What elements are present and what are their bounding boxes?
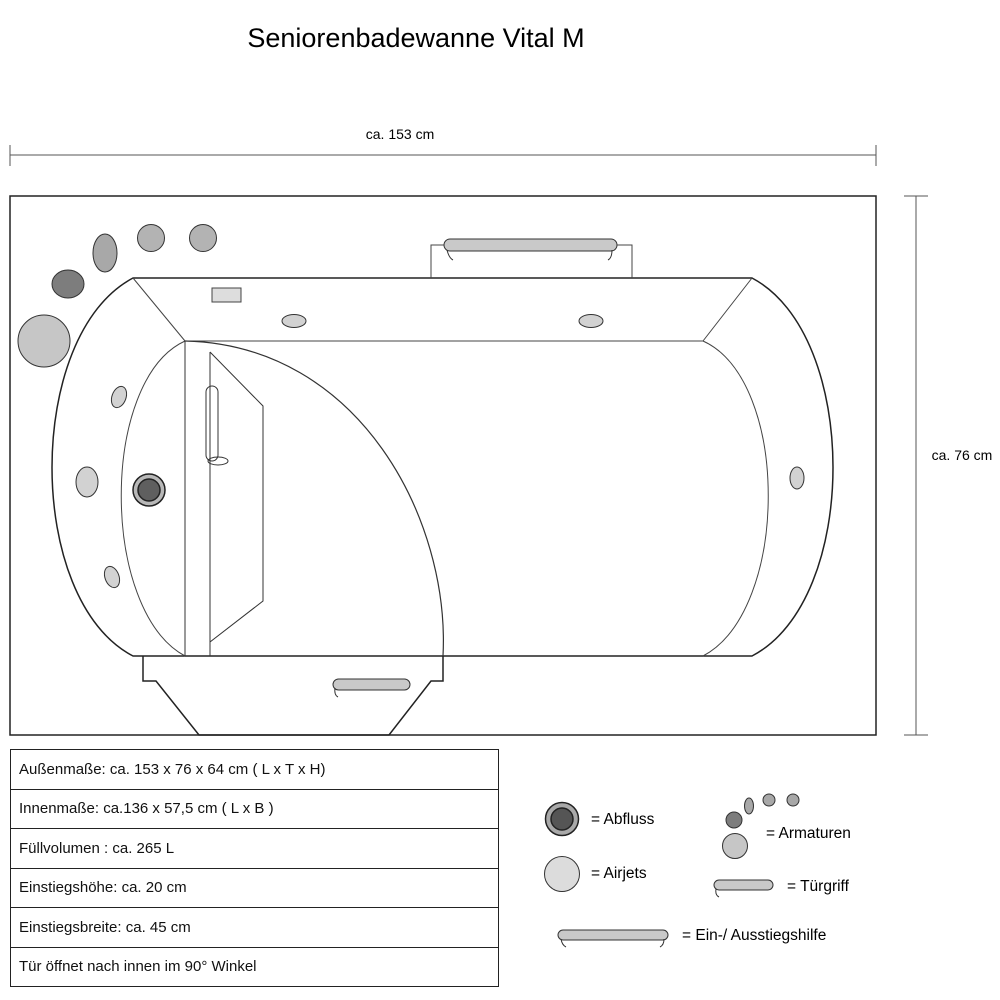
- airjet: [579, 315, 603, 328]
- spec-inner-dimensions: Innenmaße: ca.136 x 57,5 cm ( L x B ): [11, 789, 499, 829]
- door-step: [143, 656, 443, 735]
- airjet: [109, 384, 130, 409]
- spec-row: [11, 829, 499, 869]
- legend-fittings-label: = Armaturen: [766, 825, 851, 842]
- legend-drain-symbol: [546, 803, 579, 836]
- legend-airjets-label: = Airjets: [591, 865, 647, 882]
- width-dimension: [10, 145, 876, 166]
- spec-row: [11, 908, 499, 948]
- specifications-table: [10, 749, 499, 987]
- spec-entry-height: Einstiegshöhe: ca. 20 cm: [11, 868, 499, 908]
- airjet: [282, 315, 306, 328]
- width-dimension-label: ca. 153 cm: [365, 126, 435, 142]
- legend-door-handle-label: = Türgriff: [787, 878, 849, 895]
- grab-bar: [431, 239, 632, 278]
- airjet: [790, 467, 804, 489]
- legend-grab-bar-label: = Ein-/ Ausstiegshilfe: [682, 927, 827, 944]
- fitting-knob-2: [190, 225, 217, 252]
- spec-fill-volume: Füllvolumen : ca. 265 L: [11, 829, 499, 869]
- spec-door-note: Tür öffnet nach innen im 90° Winkel: [11, 947, 499, 987]
- spec-row: [11, 947, 499, 987]
- spec-entry-width: Einstiegsbreite: ca. 45 cm: [11, 908, 499, 948]
- airjet: [76, 467, 98, 497]
- tub-corner-bevels: [133, 278, 752, 341]
- fittings-cluster: [18, 225, 217, 368]
- depth-dimension-label: ca. 76 cm: [931, 447, 993, 463]
- tub-inner-basin: [121, 341, 768, 656]
- door-handle: [333, 679, 410, 697]
- spec-outer-dimensions: Außenmaße: ca. 153 x 76 x 64 cm ( L x T x H): [11, 750, 499, 790]
- spec-row: [11, 750, 499, 790]
- drain: [133, 474, 165, 506]
- depth-dimension: [904, 196, 928, 735]
- fitting-knob-4: [52, 270, 84, 298]
- control-panel: [212, 288, 241, 302]
- legend-airjet-symbol: [545, 857, 580, 892]
- legend-door-handle-symbol: [714, 880, 773, 897]
- spec-row: [11, 789, 499, 829]
- fitting-knob-1: [138, 225, 165, 252]
- spec-row: [11, 868, 499, 908]
- legend-drain-label: = Abfluss: [591, 811, 655, 828]
- legend-grab-bar-symbol: [558, 930, 668, 947]
- door-swing-arc: [185, 341, 443, 656]
- fitting-spout: [18, 315, 70, 367]
- airjet: [102, 564, 123, 589]
- tub-rim: [52, 278, 833, 656]
- door-panel: [185, 341, 263, 656]
- fitting-knob-3: [93, 234, 117, 272]
- page-title: Seniorenbadewanne Vital M: [247, 23, 585, 53]
